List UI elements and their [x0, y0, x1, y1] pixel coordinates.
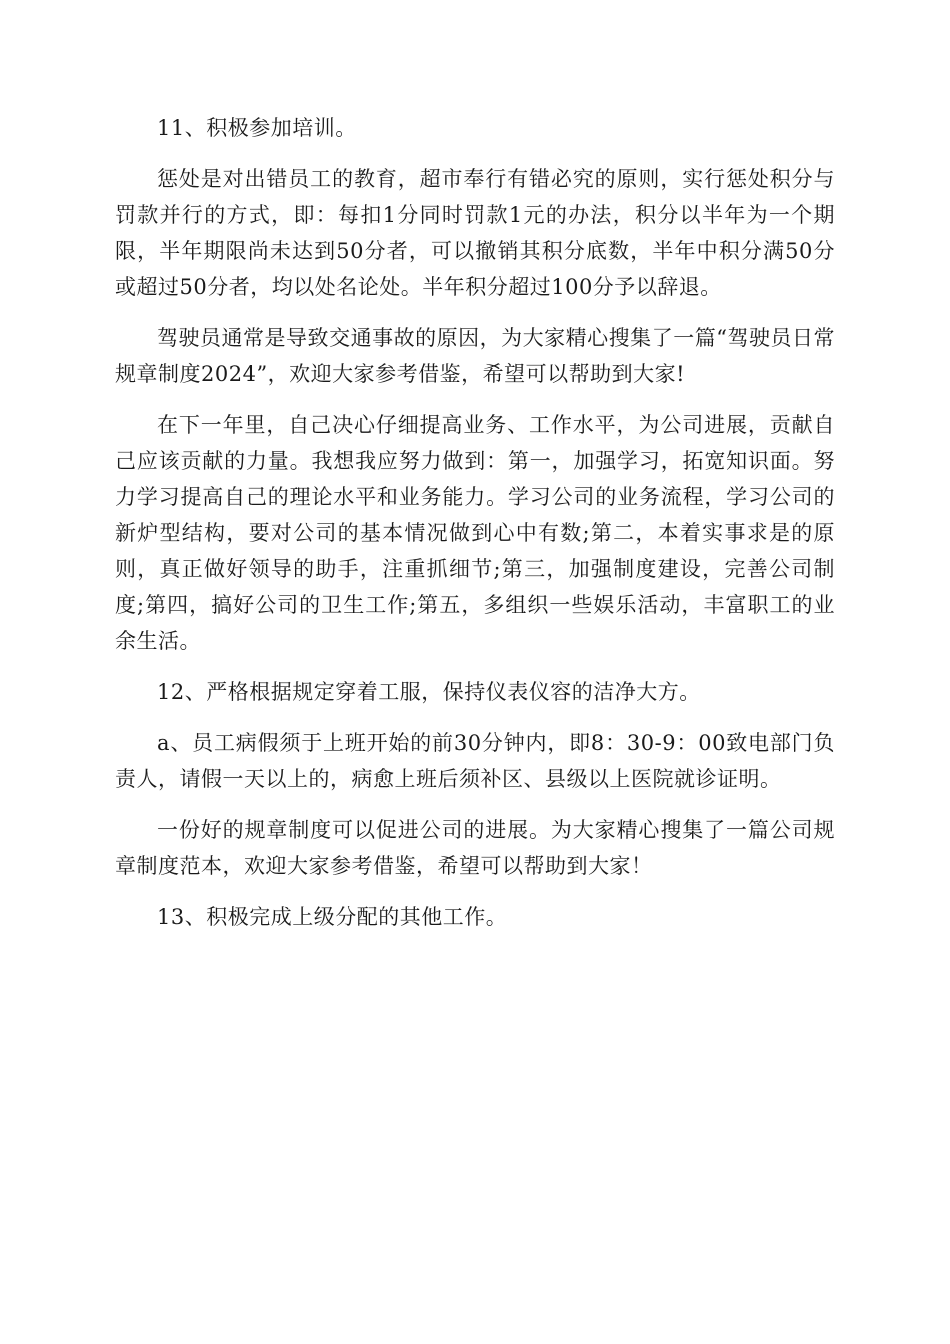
paragraph-penalty-rules: 惩处是对出错员工的教育，超市奉行有错必究的原则，实行惩处积分与罚款并行的方式，即：每扣1分同时罚款1元的办法，积分以半年为一个期限，半年期限尚未达到50分者，可以撤销其积分底数，半年中积分满50分或超过50分者，均以处名论处。半年积分超过100分予以辞退。	[115, 167, 835, 299]
paragraph-item-11: 11、积极参加培训。	[157, 116, 357, 140]
paragraph-driver-intro: 驾驶员通常是导致交通事故的原因，为大家精心搜集了一篇“驾驶员日常规章制度2024”，欢迎大家参考借鉴，希望可以帮助到大家!	[115, 326, 835, 386]
paragraph-sick-leave: a、员工病假须于上班开始的前30分钟内，即8：30-9：00致电部门负责人，请假一天以上的，病愈上班后须补区、县级以上医院就诊证明。	[115, 731, 835, 791]
paragraph-work-plan: 在下一年里，自己决心仔细提高业务、工作水平，为公司进展，贡献自己应该贡献的力量。我想我应努力做到：第一，加强学习，拓宽知识面。努力学习提高自己的理论水平和业务能力。学习公司的业务流程，学习公司的新炉型结构，要对公司的基本情况做到心中有数;第二，本着实事求是的原则，真正做好领导的助手，注重抓细节;第三，加强制度建设，完善公司制度;第四，搞好公司的卫生工作;第五，多组织一些娱乐活动，丰富职工的业余生活。	[115, 413, 835, 653]
document-body	[115, 110, 835, 950]
paragraph-company-rules-intro: 一份好的规章制度可以促进公司的进展。为大家精心搜集了一篇公司规章制度范本，欢迎大家参考借鉴，希望可以帮助到大家！	[115, 818, 835, 878]
paragraph-item-12: 12、严格根据规定穿着工服，保持仪表仪容的洁净大方。	[157, 680, 701, 704]
paragraph-item-13: 13、积极完成上级分配的其他工作。	[157, 905, 508, 929]
